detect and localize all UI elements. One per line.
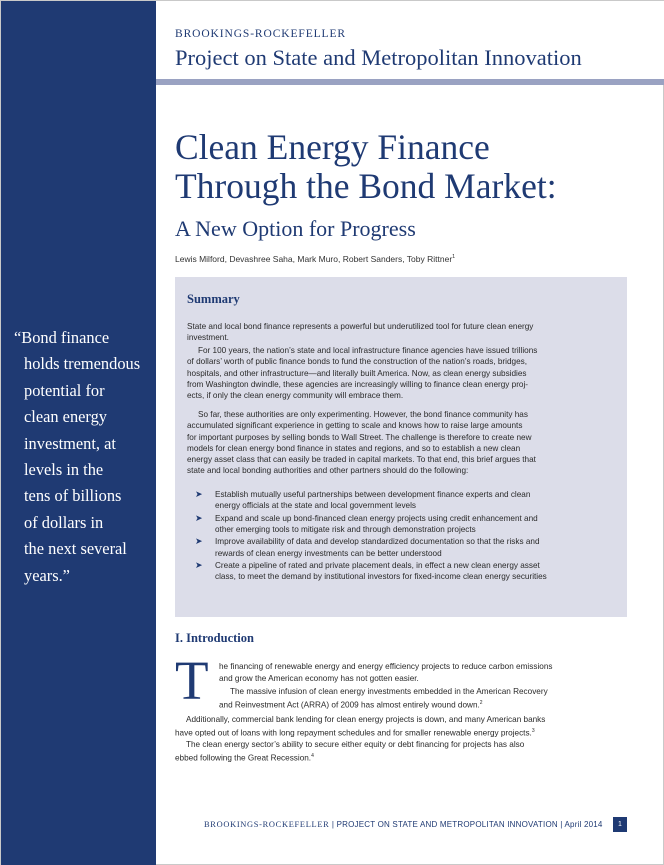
pull-quote-line: clean energy	[24, 407, 107, 427]
text-segment: have opted out of loans with long repayment schedules and for smaller renewable energy projects.	[175, 728, 532, 738]
pull-quote-line: potential for	[24, 380, 105, 400]
text-line: from Washington dwindle, these agencies are increasingly willing to finance clean energy proj-	[187, 379, 529, 389]
text-line: models for clean energy bond finance in states and regions, and so to establish a new clean	[187, 443, 521, 453]
pull-quote-line: the next several	[24, 539, 127, 559]
text-line: Establish mutually useful partnerships between development finance experts and clean	[215, 490, 531, 499]
text-segment: ebbed following the Great Recession.	[175, 753, 312, 763]
title-line: Through the Bond Market:	[175, 166, 557, 206]
text-line	[219, 698, 629, 711]
list-item	[195, 536, 623, 559]
text-line: class, to meet the demand by institutional investors for fixed-income clean energy securities	[215, 572, 547, 582]
page-number: 1	[613, 817, 627, 832]
text-line: hospitals, and other infrastructure—and literally built America. Now, as clean energy subsidies	[187, 368, 527, 378]
arrow-bullet-icon: ➤	[195, 560, 203, 571]
text-line: of dollars’ worth of public finance bonds to fund the construction of the nation’s roads, bridges,	[187, 357, 527, 367]
text-line: energy officials at the state and local government levels	[215, 501, 417, 511]
text-line: Create a pipeline of rated and private placement deals, in effect a new clean energy asset	[215, 561, 540, 571]
pull-quote	[14, 325, 154, 589]
intro-paragraph	[219, 686, 629, 711]
summary-paragraph	[187, 345, 619, 401]
text-line: State and local bond finance represents a powerful but underutilized tool for future clean energy	[187, 322, 534, 331]
footer-text: | PROJECT ON STATE AND METROPOLITAN INNOVATION | April 2014	[329, 820, 603, 829]
sidebar-band	[1, 1, 156, 865]
summary-bullet-list	[195, 489, 623, 584]
header-title: Project on State and Metropolitan Innovation	[175, 45, 582, 70]
page-title	[175, 128, 655, 206]
pull-quote-line: of dollars in	[24, 512, 104, 532]
pull-quote-line: holds tremendous	[24, 354, 141, 374]
pull-quote-line: “Bond finance	[14, 328, 110, 347]
text-line: and grow the American economy has not gotten easier.	[219, 673, 419, 683]
footnote-ref: 4	[311, 752, 314, 759]
text-segment: and Reinvestment Act (ARRA) of 2009 has almost entirely wound down.	[219, 700, 480, 710]
summary-heading: Summary	[187, 292, 240, 306]
pull-quote-line: years.”	[24, 565, 70, 585]
list-item	[195, 560, 623, 583]
text-line: other emerging tools to mitigate risk and through demonstration projects	[215, 524, 476, 534]
page-footer	[204, 820, 603, 829]
list-item	[195, 489, 623, 512]
intro-paragraph	[175, 714, 635, 739]
pull-quote-line: tens of billions	[24, 486, 122, 506]
text-line: state and local bonding authorities and other partners should do the following:	[187, 466, 469, 476]
drop-cap: T	[175, 650, 209, 711]
arrow-bullet-icon: ➤	[195, 512, 203, 523]
author-names: Lewis Milford, Devashree Saha, Mark Muro, Robert Sanders, Toby Rittner	[175, 254, 453, 264]
intro-paragraph	[219, 661, 629, 684]
text-line: energy asset class that can easily be traded in capital markets. To that end, this brief argues that	[187, 455, 536, 465]
pull-quote-line: levels in the	[24, 460, 104, 480]
text-line	[175, 751, 635, 764]
intro-paragraph	[175, 739, 635, 764]
text-line: ects, if only the clean energy community will embrace them.	[187, 391, 404, 401]
header-kicker: BROOKINGS-ROCKEFELLER	[175, 28, 346, 40]
text-line	[175, 726, 635, 739]
footer-brand: BROOKINGS-ROCKEFELLER	[204, 820, 330, 829]
section-heading: I. Introduction	[175, 631, 254, 645]
footnote-ref: 2	[479, 699, 483, 706]
text-line: Expand and scale up bond-financed clean energy projects using credit enhancement and	[215, 513, 538, 523]
author-list	[175, 254, 455, 264]
text-line: rewards of clean energy investments can be better understood	[215, 548, 442, 558]
list-item	[195, 513, 623, 536]
text-line: accumulated significant experience in getting to scale and knows how to raise large amounts	[187, 421, 523, 431]
pull-quote-line: investment, at	[24, 433, 116, 453]
text-line: So far, these authorities are only experimenting. However, the bond finance community has	[198, 410, 528, 419]
text-line: The massive infusion of clean energy investments embedded in the American Recovery	[230, 687, 548, 696]
text-line: investment.	[187, 333, 229, 343]
text-line: for important purposes by selling bonds to Wall Street. The challenge is therefore to create new	[187, 432, 532, 442]
text-line: he financing of renewable energy and energy efficiency projects to reduce carbon emissions	[219, 662, 553, 671]
header-divider	[156, 79, 664, 85]
page-subtitle: A New Option for Progress	[175, 216, 416, 241]
text-line: Improve availability of data and develop standardized documentation so that the risks and	[215, 537, 540, 547]
arrow-bullet-icon: ➤	[195, 489, 203, 499]
author-footnote-ref: 1	[452, 254, 456, 261]
footnote-ref: 3	[531, 727, 535, 734]
text-line: Additionally, commercial bank lending for clean energy projects is down, and many American banks	[186, 715, 546, 724]
summary-paragraph	[187, 321, 619, 344]
text-line: The clean energy sector’s ability to secure either equity or debt financing for projects has also	[186, 740, 525, 749]
summary-paragraph	[187, 409, 619, 477]
title-line: Clean Energy Finance	[175, 127, 490, 167]
arrow-bullet-icon: ➤	[195, 536, 203, 547]
text-line: For 100 years, the nation’s state and local infrastructure finance agencies have issued trillions	[198, 346, 538, 355]
